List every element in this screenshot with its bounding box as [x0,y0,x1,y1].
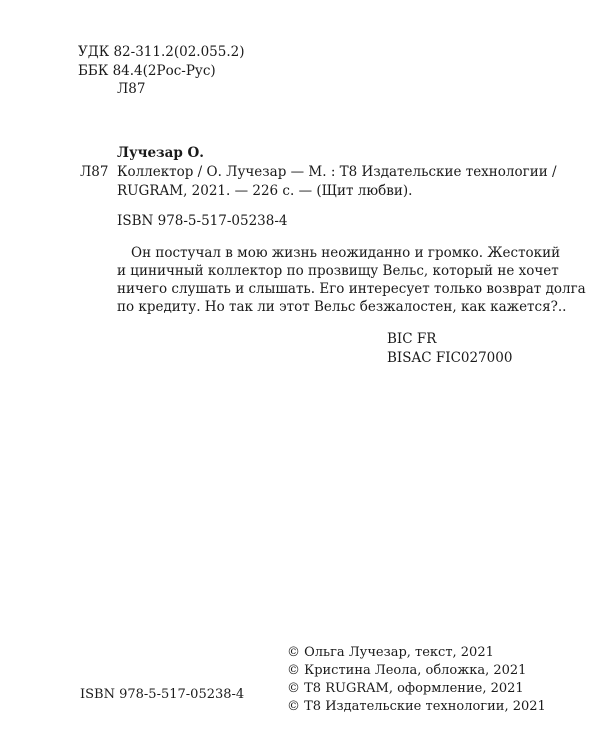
record-author-mark: Л87 [80,164,109,180]
footer-isbn: ISBN 978-5-517-05238-4 [80,687,245,702]
annotation-line: и циничный коллектор по прозвищу Вельс, который не хочет [117,263,559,279]
annotation-line: по кредиту. Но так ли этот Вельс безжалостен, как кажется?.. [117,299,567,315]
bic-code: BIC FR [387,331,437,347]
annotation-line: Он постучал в мою жизнь неожиданно и громко. Жестокий [131,245,561,261]
udk-code: УДК 82-311.2(02.055.2) [78,44,245,60]
author-mark: Л87 [117,81,146,97]
bisac-code: BISAC FIC027000 [387,350,513,366]
copyright-line: © Т8 RUGRAM, оформление, 2021 [287,681,524,696]
copyright-line: © Ольга Лучезар, текст, 2021 [287,645,494,660]
bbk-code: ББК 84.4(2Рос-Рус) [78,63,216,79]
annotation-line: ничего слушать и слышать. Его интересует только возврат долга [117,281,586,297]
annotation [117,244,586,316]
record-author: Лучезар О. [117,145,205,161]
record-isbn: ISBN 978-5-517-05238-4 [117,213,288,229]
bibliographic-line: Коллектор / О. Лучезар — М. : Т8 Издательские технологии / [117,164,557,180]
bibliographic-line: RUGRAM, 2021. — 226 с. — (Щит любви). [117,183,413,199]
copyright-line: © Т8 Издательские технологии, 2021 [287,699,546,714]
copyright-block [287,644,546,716]
copyright-line: © Кристина Леола, обложка, 2021 [287,663,527,678]
